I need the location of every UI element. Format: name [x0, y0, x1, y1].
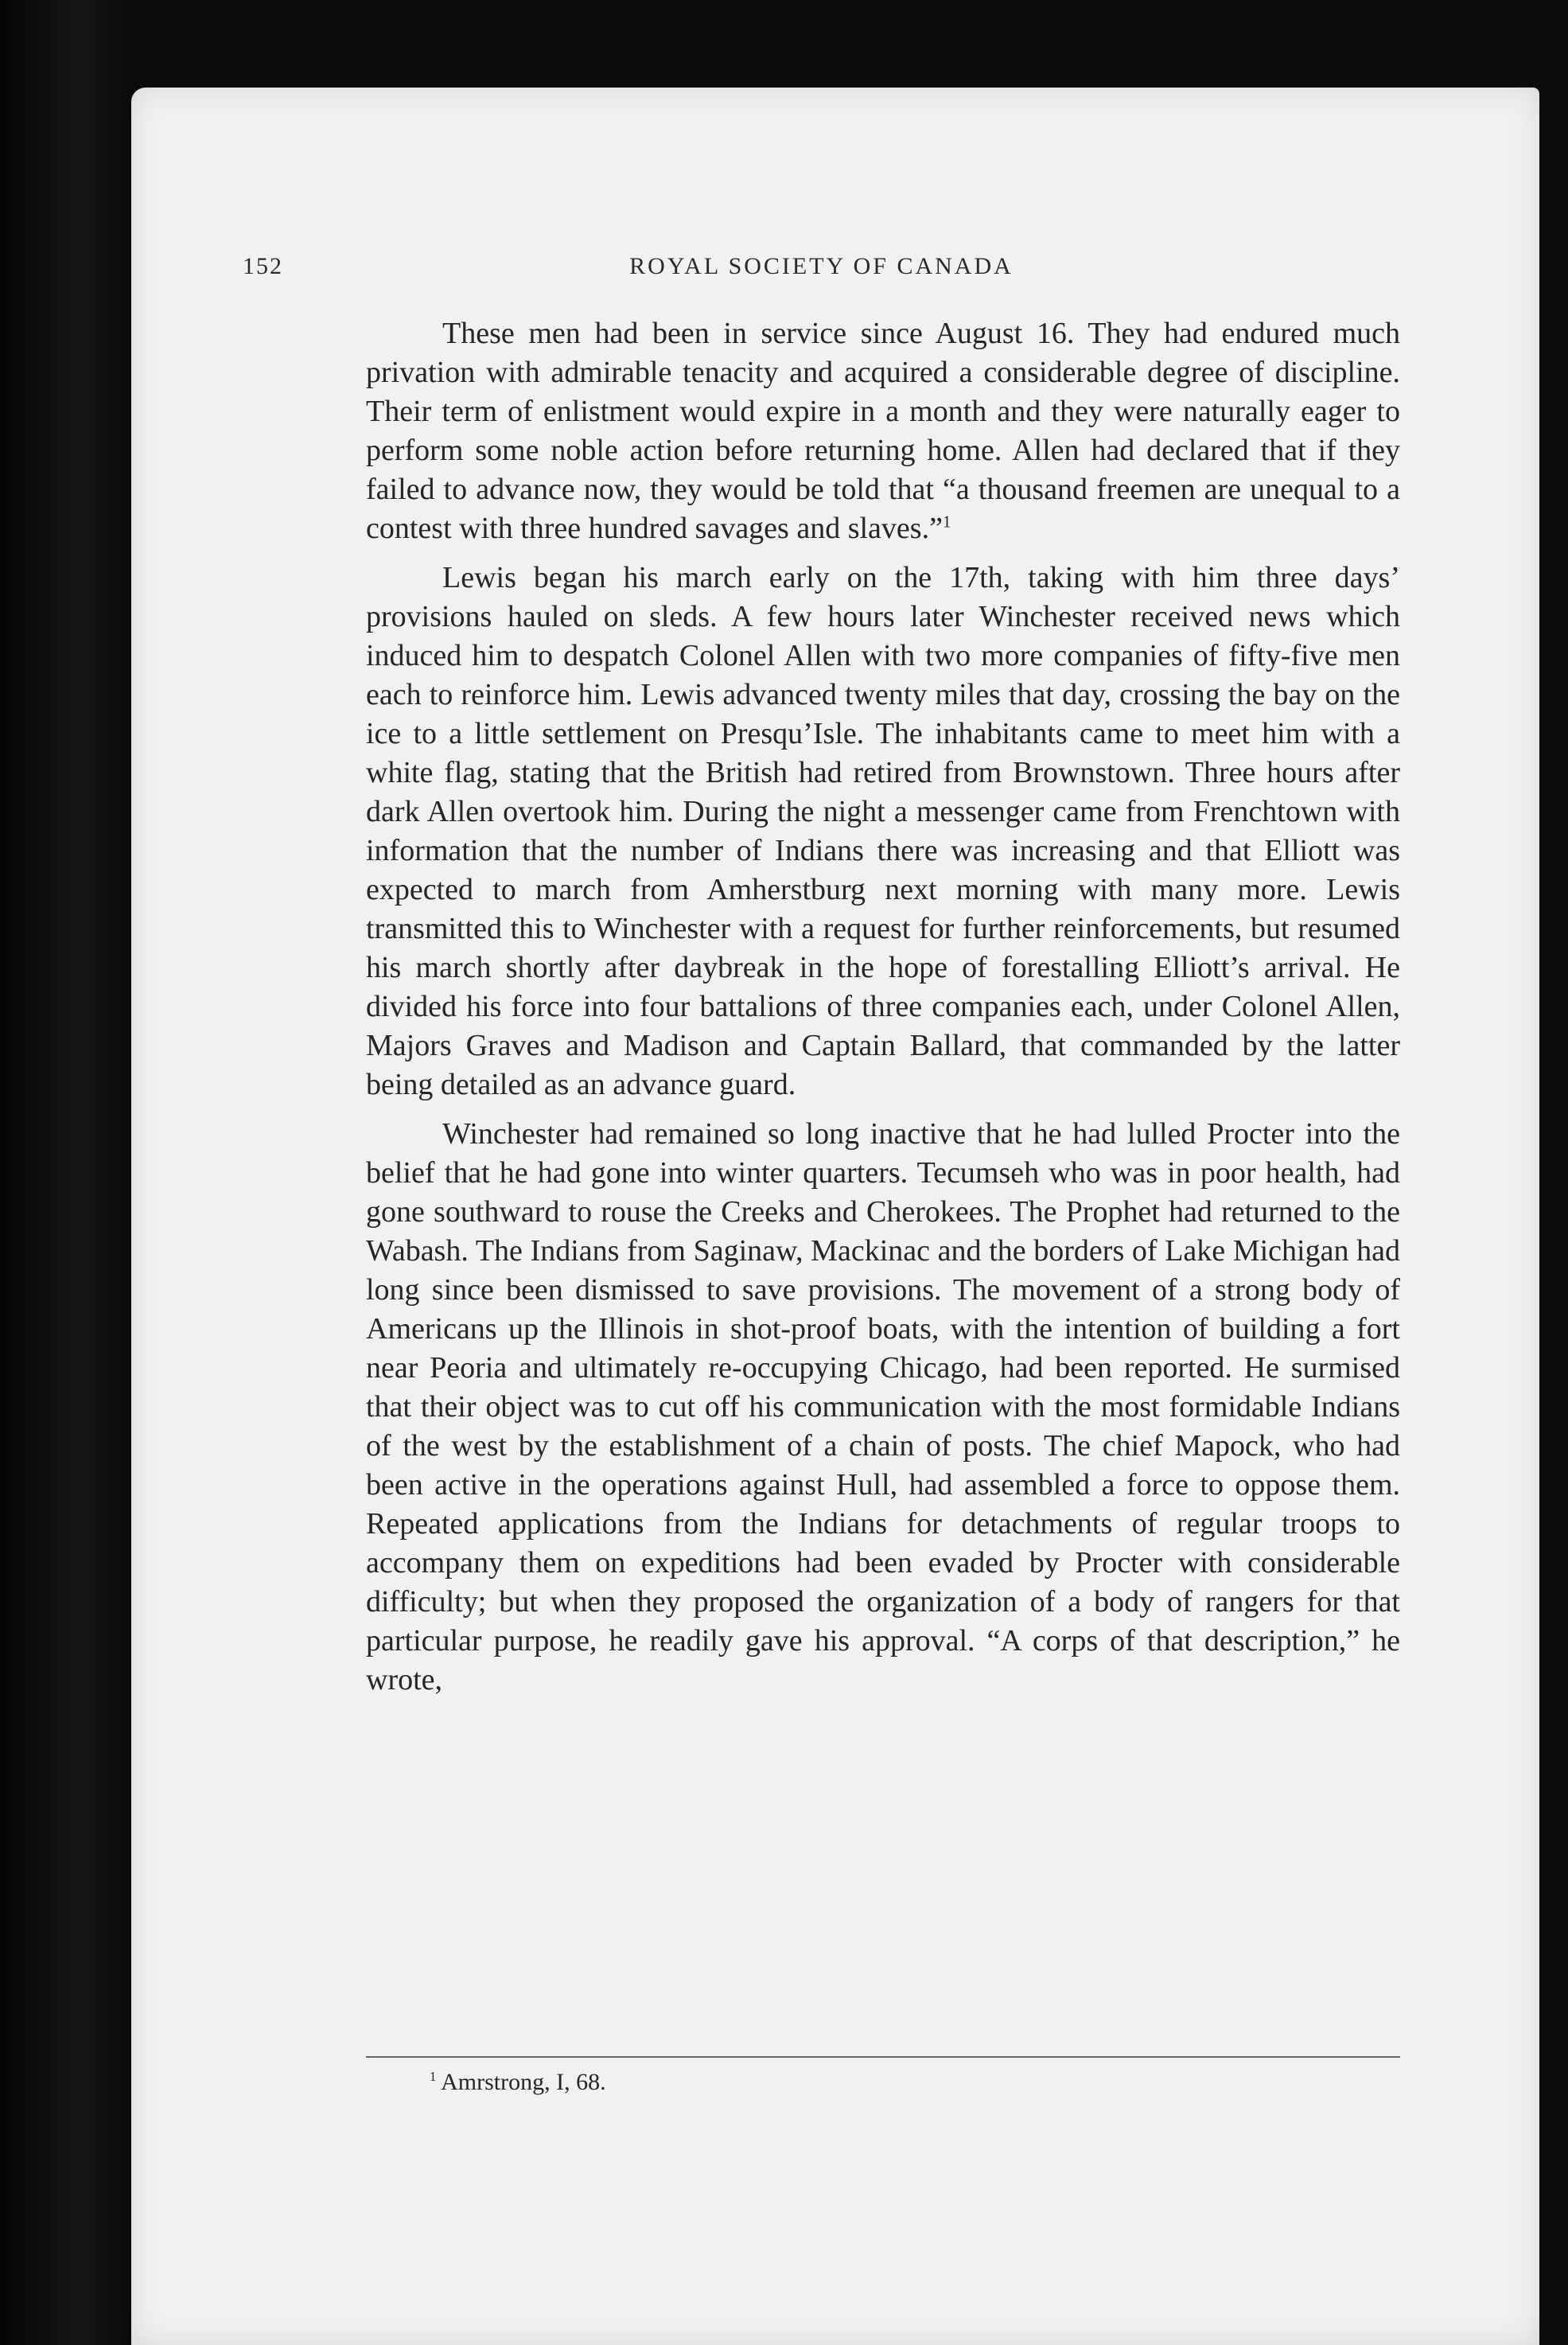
- footnote-reference: 1: [942, 512, 951, 532]
- page-header: [243, 253, 1400, 288]
- paragraph-2-text: Lewis began his march early on the 17th, taking with him three days’ provisions hauled on sleds. A few hours later Winchester received news which induced him to despatch Colonel Allen with two more companies of fifty-five men each to reinforce him. Lewis advanced twenty miles that day, crossing the bay on the ice to a little settlement on Presqu’Isle. The inhabitants came to meet him with a white flag, stating that the British had retired from Brownstown. Three hours after dark Allen overtook him. During the night a messenger came from Frenchtown with information that the number of Indians there was increasing and that Elliott was expected to march from Amherstburg next morning with many more. Lewis transmitted this to Winchester with a request for further reinforcements, but resumed his march shortly after daybreak in the hope of forestalling Elliott’s arrival. He divided his force into four battalions of three companies each, under Colonel Allen, Majors Graves and Madison and Captain Ballard, that commanded by the latter being detailed as an advance guard.: [366, 561, 1400, 1101]
- running-head: ROYAL SOCIETY OF CANADA: [629, 253, 1014, 279]
- footnote: [430, 2069, 606, 2096]
- paragraph-3: [366, 1115, 1400, 1700]
- footnote-divider: [366, 2056, 1400, 2058]
- scan-background-edge: [0, 0, 131, 2345]
- paragraph-1: [366, 314, 1400, 548]
- footnote-marker: 1: [430, 2069, 437, 2084]
- paragraph-3-text: Winchester had remained so long inactive that he had lulled Procter into the belief that he had gone into winter quarters. Tecumseh who was in poor health, had gone southward to rouse the Creeks and Cherokees. The Prophet had returned to the Wabash. The Indians from Saginaw, Mackinac and the borders of Lake Michigan had long since been dismissed to save provisions. The movement of a strong body of Americans up the Illinois in shot-proof boats, with the intention of building a fort near Peoria and ultimately re-occupying Chicago, had been reported. He surmised that their object was to cut off his communication with the most formidable Indians of the west by the establishment of a chain of posts. The chief Mapock, who had been active in the operations against Hull, had assembled a force to oppose them. Repeated applications from the Indians for detachments of regular troops to accompany them on expeditions had been evaded by Procter with considerable difficulty; but when they proposed the organization of a body of rangers for that particular purpose, he readily gave his approval. “A corps of that description,” he wrote,: [366, 1117, 1400, 1696]
- paragraph-2: [366, 559, 1400, 1104]
- page-number: 152: [243, 253, 283, 279]
- footnote-text: Amrstrong, I, 68.: [441, 2069, 606, 2095]
- body-text: [366, 314, 1400, 1710]
- paragraph-1-text: These men had been in service since August 16. They had endured much privation with admirable tenacity and acquired a considerable degree of discipline. Their term of enlistment would expire in a month and they were naturally eager to perform some noble action before returning home. Allen had declared that if they failed to advance now, they would be told that “a thousand freemen are unequal to a contest with three hundred savages and slaves.”: [366, 317, 1400, 545]
